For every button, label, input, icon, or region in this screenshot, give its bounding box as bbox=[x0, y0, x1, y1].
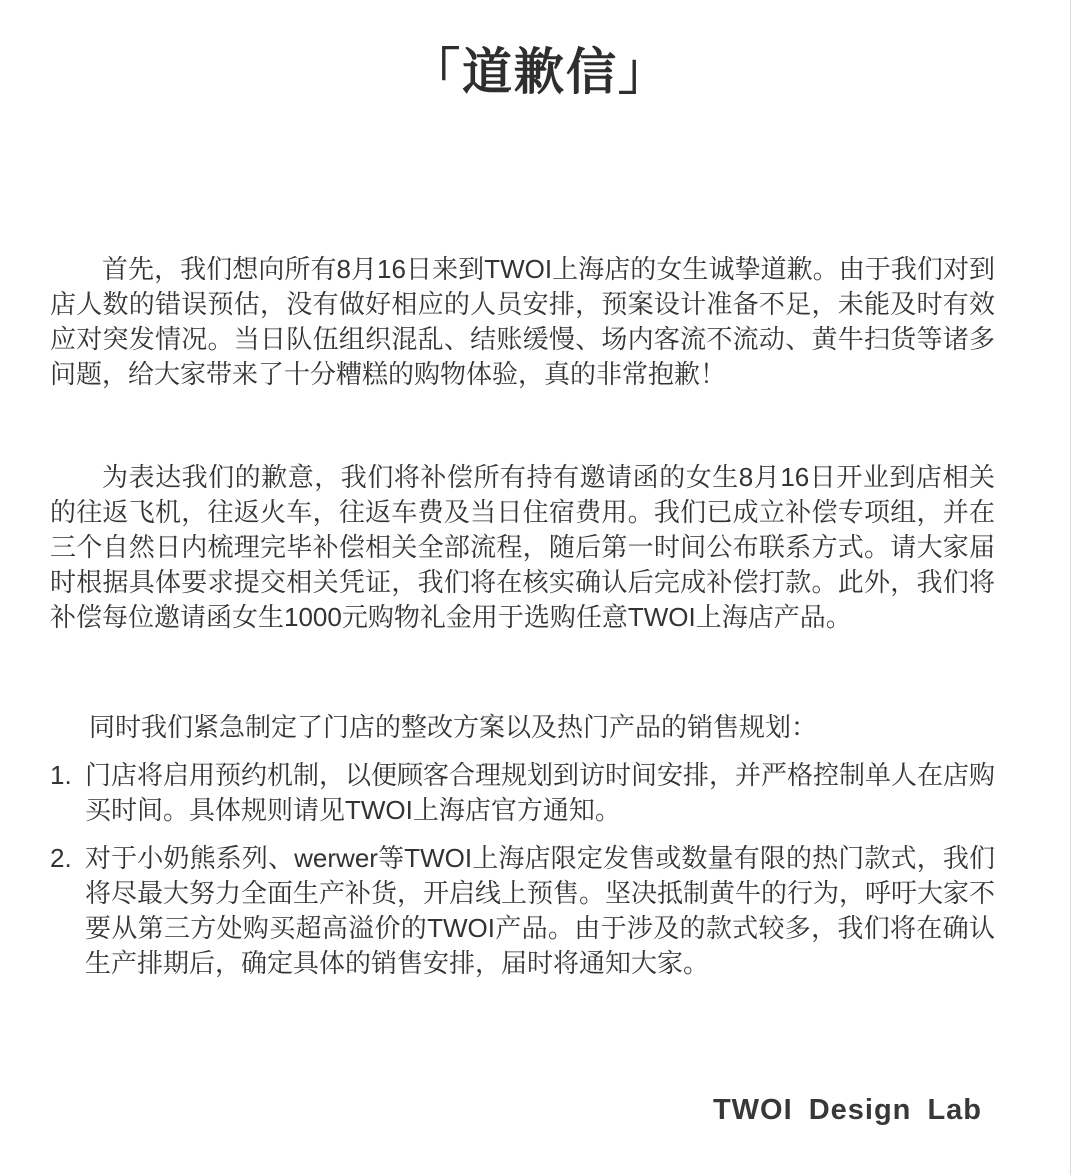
item-text: 对于小奶熊系列、werwer等TWOI上海店限定发售或数量有限的热门款式，我们将尽最大努力全面生产补货，开启线上预售。坚决抵制黄牛的行为，呼吁大家不要从第三方处购买超高溢价的TWOI产品。由于涉及的款式较多，我们将在确认生产排期后，确定具体的销售安排，届时将通知大家。 bbox=[85, 843, 996, 978]
right-edge-line bbox=[1070, 0, 1071, 1175]
plan-item-restock bbox=[50, 841, 995, 981]
signature: TWOI Design Lab bbox=[712, 1094, 982, 1126]
item-text: 门店将启用预约机制，以便顾客合理规划到访时间安排，并严格控制单人在店购买时间。具体规则请见TWOI上海店官方通知。 bbox=[85, 760, 996, 825]
plan-list bbox=[50, 758, 995, 981]
apology-paragraph: 首先，我们想向所有8月16日来到TWOI上海店的女生诚挚道歉。由于我们对到店人数的错误预估，没有做好相应的人员安排，预案设计准备不足，未能及时有效应对突发情况。当日队伍组织混乱、结账缓慢、场内客流不流动、黄牛扫货等诸多问题，给大家带来了十分糟糕的购物体验，真的非常抱歉！ bbox=[50, 254, 995, 389]
letter-body bbox=[50, 252, 995, 981]
plan-intro: 同时我们紧急制定了门店的整改方案以及热门产品的销售规划： bbox=[89, 712, 818, 742]
item-number: 1. bbox=[50, 760, 72, 790]
item-number: 2. bbox=[50, 843, 72, 873]
plan-item-reservation bbox=[50, 758, 995, 828]
compensation-paragraph: 为表达我们的歉意，我们将补偿所有持有邀请函的女生8月16日开业到店相关的往返飞机，往返火车，往返车费及当日住宿费用。我们已成立补偿专项组，并在三个自然日内梳理完毕补偿相关全部流程，随后第一时间公布联系方式。请大家届时根据具体要求提交相关凭证，我们将在核实确认后完成补偿打款。此外，我们将补偿每位邀请函女生1000元购物礼金用于选购任意TWOI上海店产品。 bbox=[50, 462, 995, 632]
page-title: 「道歉信」 bbox=[410, 44, 670, 100]
